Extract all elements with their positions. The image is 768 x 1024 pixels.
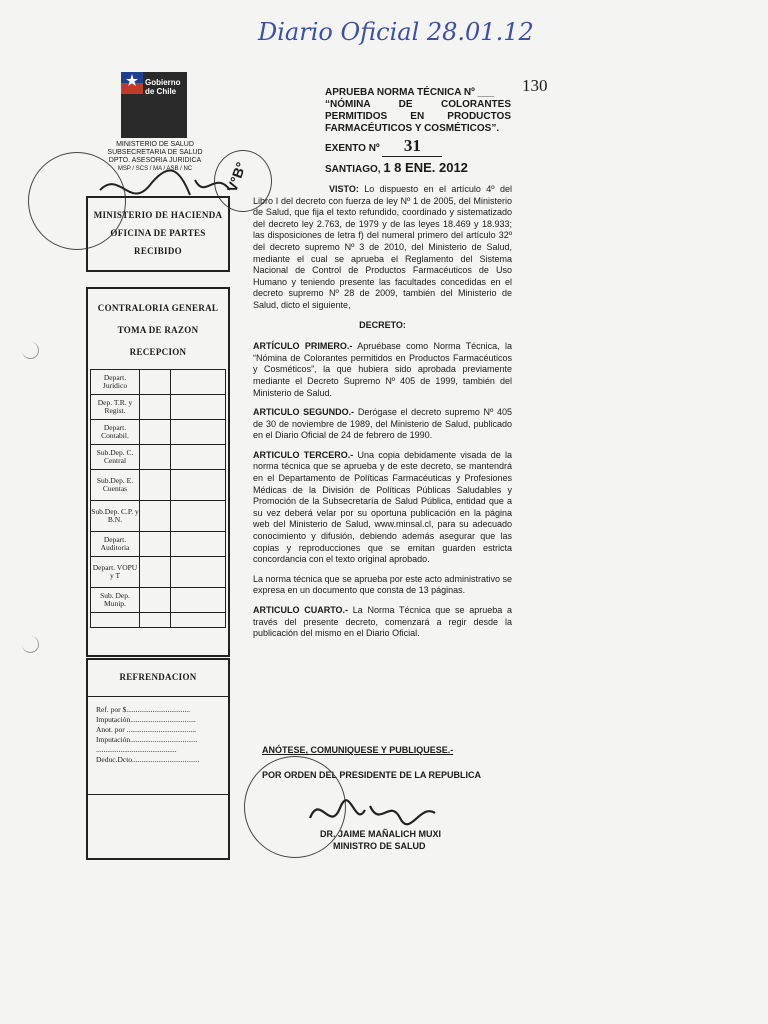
visto-text: Lo dispuesto en el artículo 4º del Libro I del decreto con fuerza de ley Nº 1 de 2005, del Ministerio de Salud, que fija el texto refundido, coordinado y sistematizado del decreto ley 2.763, de 1979 y de las leyes 18.469 y 18.933; las disposiciones de letra f) del numeral primero del artículo 32º del decreto supremo Nº 3 de 2010, del Ministerio de Salud, mediante el cual se aprueba el Reglamento del Sistema Nacional de Control de Productos Farmacéuticos de Uso Humano y teniendo presente las facultades concedidas en el decreto supremo Nº 28 de 2009, también del Ministerio de Salud, dicto el siguiente, [253, 184, 512, 310]
vobo-text: V°B° [223, 159, 250, 195]
grid-label: Sub. Dep. Munip. [91, 588, 140, 613]
title-line: “NÓMINA DE COLORANTES [325, 99, 511, 110]
table-row [91, 445, 226, 470]
visto-label: VISTO: [329, 184, 359, 194]
reception-grid [90, 369, 226, 628]
refrendacion-box [86, 658, 230, 860]
table-row [91, 420, 226, 445]
exento-line [325, 136, 442, 157]
flag-icon [121, 72, 143, 94]
gobierno-logo [121, 72, 187, 138]
article-cuarto [253, 605, 512, 640]
article-tercero [253, 450, 512, 566]
grid-label: Sub.Dep. C.P. y B.N. [91, 501, 140, 532]
title-line: PERMITIDOS EN PRODUCTOS [325, 111, 511, 122]
ref-line: Imputación.................................... [96, 735, 198, 744]
article-primero [253, 341, 512, 399]
article-text: La Norma Técnica que se aprueba a través del presente decreto, comenzará a regir desde la publicación del mismo en el Diario Oficial. [253, 605, 512, 639]
article-label: ARTICULO CUARTO.- [253, 605, 349, 615]
decreto-heading: DECRETO: [359, 319, 406, 330]
article-label: ARTICULO TERCERO.- [253, 449, 354, 460]
grid-label: Sub.Dep. E. Cuentas [91, 470, 140, 501]
document-title [325, 87, 511, 135]
ministry-line: DPTO. ASESORIA JURIDICA [108, 157, 202, 164]
page-number: 130 [522, 76, 548, 95]
article-segundo [253, 407, 512, 442]
table-row [91, 557, 226, 588]
ministry-line: MINISTERIO DE SALUD [116, 141, 194, 148]
table-row [91, 532, 226, 557]
signer-name: DR. JAIME MAÑALICH MUXI [320, 829, 441, 839]
ref-code: MSP / SCS / MA / ASB / NC [117, 166, 193, 172]
por-orden-line: POR ORDEN DEL PRESIDENTE DE LA REPUBLICA [262, 770, 482, 780]
grid-label: Depart. Jurídico [91, 370, 140, 395]
contraloria-box [86, 287, 230, 657]
article-text: Derógase el decreto supremo Nº 405 de 30 de noviembre de 1989, del Ministerio de Salud, publicado en el Diario Oficial de 24 de febrero de 1990. [253, 407, 513, 441]
article-text: Una copia debidamente visada de la norma técnica que se aprueba y de este decreto, se mantendrá en el Departamento de Políticas Farmacéuticas y Profesiones Médicas de la División de Políticas Públicas Saludables y Promoción de la Subsecretaría de Salud Pública, entidad que a su vez deberá velar por su oportuna publicación en la página web del Ministerio de Salud, www.minsal.cl, para su adecuado conocimiento y difusión, debiendo además asegurar que las copias y reproducciones que se emitan guarden estricta concordancia con el texto original aprobado. [253, 449, 512, 565]
title-line: FARMACÉUTICOS Y COSMÉTICOS”. [325, 123, 500, 134]
table-row [91, 501, 226, 532]
refrendacion-title: REFRENDACION [119, 672, 197, 682]
oficina-label: OFICINA DE PARTES [110, 228, 206, 238]
punch-hole-mark [22, 636, 39, 653]
hacienda-label: MINISTERIO DE HACIENDA [93, 210, 223, 220]
handwritten-note: Diario Oficial 28.01.12 [258, 18, 534, 46]
city-label: SANTIAGO, [325, 164, 381, 175]
grid-label: Dep. T.R. y Regist. [91, 395, 140, 420]
recepcion-label: RECEPCION [129, 347, 187, 357]
grid-label: Depart. Contabil. [91, 420, 140, 445]
article-label: ARTICULO SEGUNDO.- [253, 407, 355, 418]
article-text: Apruébase como Norma Técnica, la “Nómina de Colorantes permitidos en Productos Farmacéuticos y Cosméticos”, la que hubiera sido aprobada previamente mediante el Decreto Supremo Nº 405 de 1999, también del Ministerio de Salud. [253, 341, 513, 398]
punch-hole-mark [22, 342, 39, 359]
ref-line: ........................................... [96, 745, 177, 754]
table-row [91, 470, 226, 501]
ref-line: Deduc.Dcto.................................... [96, 755, 200, 764]
table-row [91, 370, 226, 395]
toma-razon-label: TOMA DE RAZON [117, 325, 199, 335]
grid-label: Sub.Dep. C. Central [91, 445, 140, 470]
hacienda-stamp-box [86, 196, 230, 272]
visto-paragraph [253, 184, 512, 312]
table-row [91, 613, 226, 628]
recibido-label: RECIBIDO [134, 246, 182, 256]
logo-text: Gobierno de Chile [145, 78, 181, 96]
title-line: APRUEBA NORMA TÉCNICA Nº ___ [325, 87, 495, 98]
ref-line: Imputación................................... [96, 715, 196, 724]
ref-line: Ref. por $.................................. [96, 705, 190, 714]
closing-line: ANÓTESE, COMUNIQUESE Y PUBLIQUESE.- [262, 745, 454, 755]
exento-number: 31 [382, 136, 442, 157]
table-row [91, 588, 226, 613]
ref-line: Anot. por ..................................... [96, 725, 196, 734]
table-row [91, 395, 226, 420]
date-line [325, 160, 468, 175]
article-label: ARTÍCULO PRIMERO.- [253, 341, 353, 352]
document-body [253, 184, 512, 640]
exento-label: EXENTO Nº [325, 143, 380, 154]
signer-title: MINISTRO DE SALUD [333, 841, 426, 851]
ministry-line: SUBSECRETARIA DE SALUD [107, 149, 203, 156]
grid-label: Depart. Auditoria [91, 532, 140, 557]
grid-label [91, 613, 140, 628]
norma-paragraph: La norma técnica que se aprueba por este acto administrativo se expresa en un documento que consta de 13 páginas. [253, 573, 512, 596]
grid-label: Depart. VOPU y T [91, 557, 140, 588]
date-stamp: 1 8 ENE. 2012 [383, 160, 468, 175]
contraloria-title: CONTRALORIA GENERAL [97, 303, 219, 313]
